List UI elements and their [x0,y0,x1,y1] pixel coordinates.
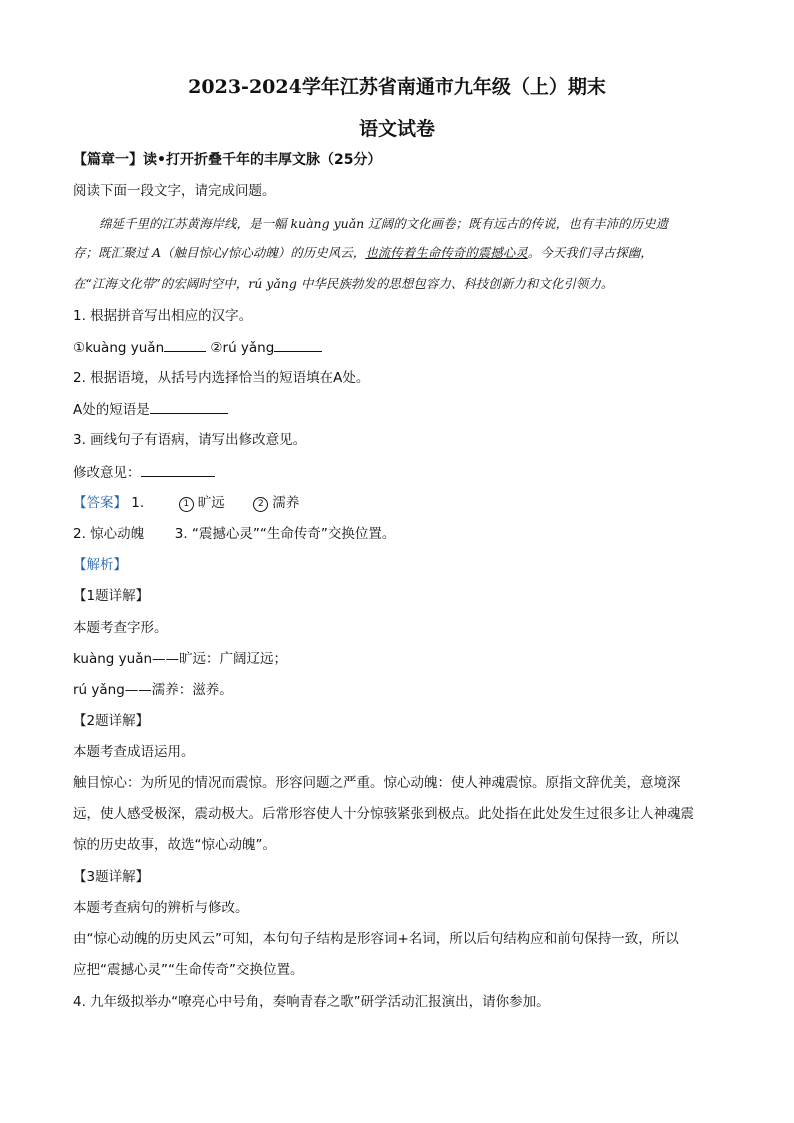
question-4: 4. 九年级拟举办“嘹亮心中号角，奏响青春之歌”研学活动汇报演出，请你参加。 [73,994,550,1010]
answer-blank-a [150,399,228,414]
page-subtitle: 语文试卷 [358,118,435,140]
blank-1-label: ①kuàng yuǎn [73,340,165,356]
analysis-q2-heading: 【2题详解】 [73,713,150,729]
question-2: 2. 根据语境，从括号内选择恰当的短语填在A处。 [73,370,370,386]
answer-line-2 [73,524,395,544]
answer-label: 【答案】 [73,495,127,511]
analysis-q2-line-2: 远，使人感受极深，震动极大。后常形容使人十分惊骇紧张到极点。此处指在此处发生过很多让人神魂震 [73,806,694,822]
answer-3: 3. “震撼心灵”“生命传奇”交换位置。 [174,526,396,542]
blank-2-label: ②rú yǎng [210,340,275,356]
passage-line-2-start: 存；既汇聚过 A（触目惊心/惊心动魄）的历史风云， [73,245,366,260]
underlined-sentence: 也流传着生命传奇的震撼心灵 [365,245,528,260]
answer-blank-revision [141,462,215,477]
analysis-q2-line-1: 触目惊心：为所见的情况而震惊。形容问题之严重。惊心动魄：使人神魂震惊。原指文辞优美，意境深 [73,775,681,791]
analysis-label: 【解析】 [73,557,127,573]
question-1: 1. 根据拼音写出相应的汉字。 [73,308,253,324]
analysis-q3-line-2: 应把“震撼心灵”“生命传奇”交换位置。 [73,962,304,978]
answer-blank-2 [274,337,322,352]
question-2-answer-label: A处的短语是 [73,402,150,418]
analysis-q1-line-1: kuàng yuǎn——旷远：广阔辽远； [73,651,288,667]
passage-line-3: 在“江海文化带”的宏阔时空中，rú yǎng 中华民族勃发的思想包容力、科技创新力和文化引领力。 [73,276,614,291]
analysis-q3-heading: 【3题详解】 [73,869,150,885]
circled-number-2: 2 [253,497,268,512]
question-3-answer-line [73,462,215,483]
analysis-q2-line-3: 惊的历史故事，故选“惊心动魄”。 [73,837,276,853]
answer-1-1: 旷远 [197,495,225,511]
answer-line-1 [73,493,299,513]
answer-1-2: 濡养 [272,495,300,511]
analysis-q1-line-2: rú yǎng——濡养：滋养。 [73,682,233,698]
section-heading: 【篇章一】读•打开折叠千年的丰厚文脉（25分） [73,152,382,168]
passage-line-1: 绵延千里的江苏黄海岸线，是一幅 kuàng yuǎn 辽阔的文化画卷；既有远古的传说，也有丰沛的历史遗 [99,216,669,231]
passage-line-2-end: 。今天我们寻古探幽， [527,245,653,260]
analysis-q2-intro: 本题考查成语运用。 [73,744,195,760]
question-1-blanks [73,337,322,358]
answer-2: 2. 惊心动魄 [73,526,145,542]
answer-1-prefix: 1. [131,495,145,511]
question-2-answer-line [73,399,228,420]
answer-blank-1 [164,337,206,352]
analysis-q1-heading: 【1题详解】 [73,588,150,604]
question-3: 3. 画线句子有语病，请写出修改意见。 [73,432,307,448]
instruction-text: 阅读下面一段文字，请完成问题。 [73,183,276,199]
analysis-q1-intro: 本题考查字形。 [73,620,168,636]
analysis-q3-line-1: 由“惊心动魄的历史风云”可知，本句句子结构是形容词+名词，所以后句结构应和前句保持一致，所以 [73,931,679,947]
analysis-q3-intro: 本题考查病句的辨析与修改。 [73,900,249,916]
page-title: 2023-2024学年江苏省南通市九年级（上）期末 [188,76,606,98]
passage-line-2 [73,243,725,263]
question-3-label: 修改意见： [73,465,141,481]
circled-number-1: 1 [179,497,194,512]
